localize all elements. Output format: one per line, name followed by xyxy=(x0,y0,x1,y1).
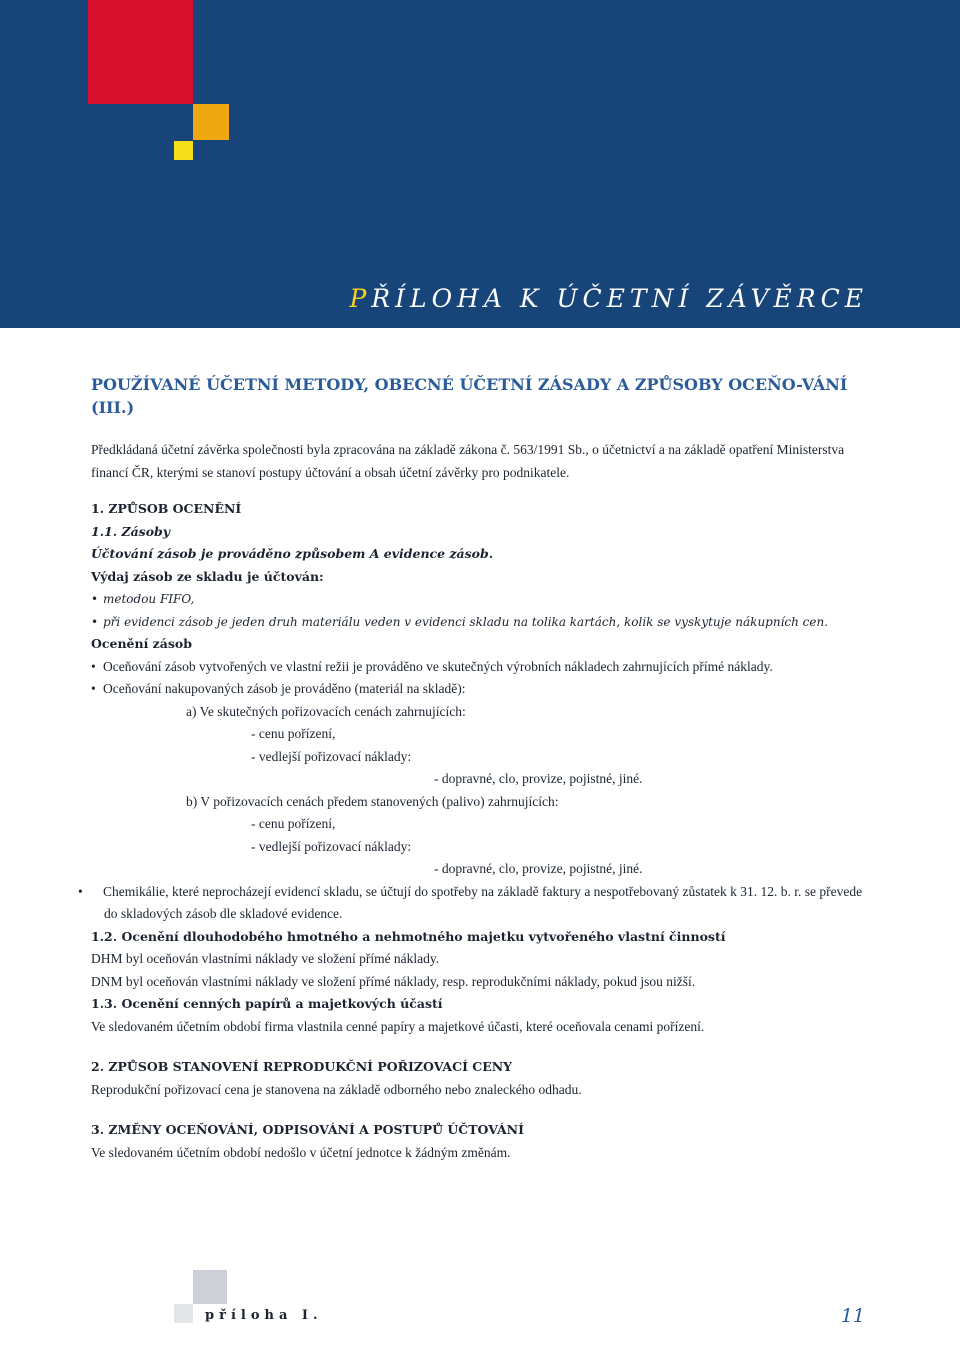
section-3-line: Ve sledovaném účetním období nedošlo v účetní jednotce k žádným změnám. xyxy=(91,1144,511,1160)
bullet-icon: • xyxy=(91,592,99,606)
footer-label: příloha I. xyxy=(205,1308,323,1323)
red-square-decoration xyxy=(88,0,193,104)
option-b-title: b) V pořizovacích cenách předem stanovených (palivo) zahrnujících: xyxy=(186,793,559,809)
list-item-text: Oceňování zásob vytvořených ve vlastní režii je prováděno ve skutečných výrobních nákladech zahrnujících přímé náklady. xyxy=(103,658,773,674)
option-b-item: - vedlejší pořizovací náklady: xyxy=(251,838,412,854)
section-1-1-title-text: 1.1. Zásoby xyxy=(91,523,171,539)
banner-title-rest: ŘÍLOHA K ÚČETNÍ ZÁVĚRCE xyxy=(371,284,868,313)
section-2-line: Reprodukční pořizovací cena je stanovena na základě odborného nebo znaleckého odhadu. xyxy=(91,1081,582,1097)
footer-square-decoration xyxy=(193,1270,227,1304)
bullet-icon: • xyxy=(91,658,96,674)
option-a-detail: - dopravné, clo, provize, pojistné, jiné. xyxy=(434,771,643,786)
footer-square-decoration-small xyxy=(174,1304,193,1323)
section-2-title: 2. ZPŮSOB STANOVENÍ REPRODUKČNÍ POŘIZOVACÍ CENY xyxy=(91,1059,513,1074)
banner-title xyxy=(349,284,868,313)
section-1-1-title xyxy=(91,521,871,544)
section-1-title: 1. ZPŮSOB OCENĚNÍ xyxy=(91,501,242,516)
document-content xyxy=(78,373,871,1164)
banner-title-initial: P xyxy=(349,284,372,313)
option-b-detail: - dopravné, clo, provize, pojistné, jiné. xyxy=(434,861,643,876)
option-a-item: - vedlejší pořizovací náklady: xyxy=(251,748,412,764)
list-item xyxy=(91,588,871,611)
option-a-item: - cenu pořízení, xyxy=(251,726,336,741)
section-1-2-line: DHM byl oceňován vlastními náklady ve složení přímé náklady. xyxy=(91,951,440,966)
section-1-2-line: DNM byl oceňován vlastními náklady ve složení přímé náklady, resp. reprodukčními náklady, pokud jsou nižší. xyxy=(91,973,696,989)
intro-paragraph: Předkládaná účetní závěrka společnosti byla zpracována na základě zákona č. 563/1991 Sb., o účetnictví a na základě opatření Ministerstva financí ČR, kterými se stanoví postupy účtování a obsah účetní závěrky pro podnikatele. xyxy=(91,442,845,480)
chemicals-text: Chemikálie, které neprocházejí evidencí skladu, se účtují do spotřeby na základě faktury a nespotřebovaný zůstatek k 31. 12. b. r. se převede do skladových zásob dle skladové evidence. xyxy=(103,883,863,921)
list-item xyxy=(91,678,871,701)
list-item-text: Oceňování nakupovaných zásob je prováděno (materiál na skladě): xyxy=(103,681,466,696)
yellow-square-decoration xyxy=(174,141,193,160)
section-1-3-line: Ve sledovaném účetním období firma vlastnila cenné papíry a majetkové účasti, které oceňovala cenami pořízení. xyxy=(91,1018,705,1034)
main-heading: POUŽÍVANÉ ÚČETNÍ METODY, OBECNÉ ÚČETNÍ ZÁSADY A ZPŮSOBY OCEŇO-VÁNÍ (III.) xyxy=(91,375,848,417)
bullet-icon: • xyxy=(91,681,96,696)
option-a-title: a) Ve skutečných pořizovacích cenách zahrnujících: xyxy=(186,703,466,719)
inventory-method-line: Účtování zásob je prováděno způsobem A evidence zásob. xyxy=(91,546,494,561)
section-1-3-title: 1.3. Ocenění cenných papírů a majetkových účastí xyxy=(91,996,443,1011)
bullet-icon: • xyxy=(78,883,83,899)
list-item-text: metodou FIFO, xyxy=(103,592,195,606)
option-b-item: - cenu pořízení, xyxy=(251,816,336,831)
bullet-icon: • xyxy=(91,614,99,629)
chemicals-paragraph xyxy=(78,881,871,926)
header-banner xyxy=(0,0,960,328)
list-item xyxy=(91,656,871,679)
orange-square-decoration xyxy=(193,104,229,140)
list-item xyxy=(91,611,871,634)
valuation-title: Ocenění zásob xyxy=(91,636,192,651)
inventory-issue-line: Výdaj zásob ze skladu je účtován: xyxy=(91,568,324,584)
section-1-2-title: 1.2. Ocenění dlouhodobého hmotného a nehmotného majetku vytvořeného vlastní činností xyxy=(91,928,726,944)
section-3-title: 3. ZMĚNY OCEŇOVÁNÍ, ODPISOVÁNÍ A POSTUPŮ ÚČTOVÁNÍ xyxy=(91,1122,524,1137)
list-item-text: při evidenci zásob je jeden druh materiálu veden v evidenci skladu na tolika kartách, kolik se vyskytuje nákupních cen. xyxy=(103,614,829,629)
page-number: 11 xyxy=(840,1305,865,1327)
